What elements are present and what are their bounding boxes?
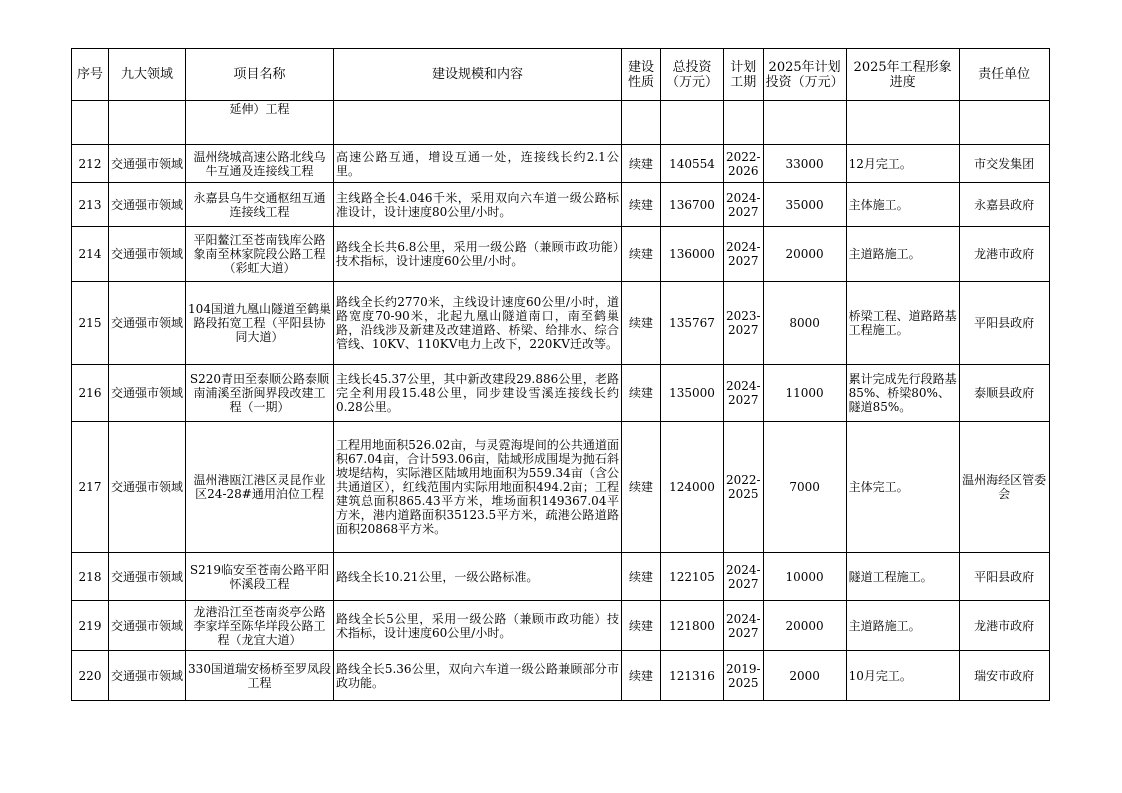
row-scope: 主线长45.37公里，其中新改建段29.886公里，老路完全利用段15.48公里，同步建设雪溪连接线长约0.28公里。 — [334, 365, 622, 422]
row-nature: 续建 — [622, 282, 661, 365]
row-period: 2024-2027 — [724, 553, 764, 601]
row-field: 交通强市领域 — [109, 553, 186, 601]
header-row — [72, 49, 1050, 101]
table-row — [72, 145, 1050, 183]
row-plan-2025: 7000 — [763, 422, 846, 553]
row-responsible-unit: 泰顺县政府 — [959, 365, 1049, 422]
row-nature: 续建 — [622, 601, 661, 651]
row-progress-2025: 桥梁工程、道路路基工程施工。 — [846, 282, 959, 365]
row-field: 交通强市领域 — [109, 365, 186, 422]
header-seq: 序号 — [72, 49, 109, 101]
table-row — [72, 227, 1050, 282]
row-period: 2019-2025 — [724, 651, 764, 701]
row-scope: 工程用地面积526.02亩，与灵霓海堤间的公共通道面积67.04亩，合计593.06亩，陆域形成围堤为抛石斜坡堤结构，实际港区陆域用地面积为559.34亩（含公共通道区），红线范围内实际用地面积494.2亩；工程建筑总面积865.43平方米，堆场面积149367.04平方米，港内道路面积35123.5平方米，疏港公路道路面积20868平方米。 — [334, 422, 622, 553]
row-project-name: S219临安至苍南公路平阳怀溪段工程 — [186, 553, 334, 601]
row-plan-2025: 20000 — [763, 227, 846, 282]
row-nature: 续建 — [622, 365, 661, 422]
row-responsible-unit: 龙港市政府 — [959, 601, 1049, 651]
row-total-investment: 140554 — [661, 145, 724, 183]
row-progress-2025: 10月完工。 — [846, 651, 959, 701]
row-scope: 路线全长约2770米，主线设计速度60公里/小时，道路宽度70-90米，北起九凰山隧道南口，南至鹤巢路，沿线涉及新建及改建道路、桥梁、给排水、综合管线、10KV、110KV电力上改下，220KV迁改等。 — [334, 282, 622, 365]
row-field: 交通强市领域 — [109, 651, 186, 701]
header-unit: 责任单位 — [959, 49, 1049, 101]
row-responsible-unit: 瑞安市政府 — [959, 651, 1049, 701]
table-row — [72, 282, 1050, 365]
row-nature: 续建 — [622, 145, 661, 183]
row-field: 交通强市领域 — [109, 282, 186, 365]
row-field: 交通强市领域 — [109, 601, 186, 651]
row-progress-2025: 12月完工。 — [846, 145, 959, 183]
row-progress-2025: 主道路施工。 — [846, 227, 959, 282]
row-nature: 续建 — [622, 651, 661, 701]
row-total-investment: 124000 — [661, 422, 724, 553]
header-period: 计划工期 — [724, 49, 764, 101]
row-total-investment: 135000 — [661, 365, 724, 422]
header-name: 项目名称 — [186, 49, 334, 101]
row-period: 2024-2027 — [724, 227, 764, 282]
row-seq: 216 — [72, 365, 109, 422]
continuation-name: 延伸）工程 — [186, 101, 334, 145]
table-row — [72, 601, 1050, 651]
row-period: 2023-2027 — [724, 282, 764, 365]
row-scope: 主线路全长4.046千米，采用双向六车道一级公路标准设计，设计速度80公里/小时。 — [334, 183, 622, 227]
row-seq: 214 — [72, 227, 109, 282]
row-field: 交通强市领域 — [109, 183, 186, 227]
row-nature: 续建 — [622, 183, 661, 227]
row-period: 2022-2025 — [724, 422, 764, 553]
row-total-investment: 136700 — [661, 183, 724, 227]
row-scope: 高速公路互通，增设互通一处，连接线长约2.1公里。 — [334, 145, 622, 183]
row-total-investment: 121800 — [661, 601, 724, 651]
header-total: 总投资（万元） — [661, 49, 724, 101]
row-project-name: 温州港瓯江港区灵昆作业区24-28#通用泊位工程 — [186, 422, 334, 553]
row-progress-2025: 隧道工程施工。 — [846, 553, 959, 601]
table-row — [72, 553, 1050, 601]
row-progress-2025: 主体完工。 — [846, 422, 959, 553]
row-responsible-unit: 平阳县政府 — [959, 282, 1049, 365]
row-field: 交通强市领域 — [109, 145, 186, 183]
row-period: 2024-2027 — [724, 601, 764, 651]
row-field: 交通强市领域 — [109, 422, 186, 553]
row-plan-2025: 20000 — [763, 601, 846, 651]
table-row — [72, 183, 1050, 227]
row-project-name: 永嘉县乌牛交通枢纽互通连接线工程 — [186, 183, 334, 227]
row-plan-2025: 8000 — [763, 282, 846, 365]
row-project-name: 平阳鳌江至苍南钱库公路象南至林家院段公路工程（彩虹大道） — [186, 227, 334, 282]
row-project-name: 104国道九凰山隧道至鹤巢路段拓宽工程（平阳县协同大道） — [186, 282, 334, 365]
row-period: 2022-2026 — [724, 145, 764, 183]
row-plan-2025: 11000 — [763, 365, 846, 422]
row-seq: 212 — [72, 145, 109, 183]
row-seq: 213 — [72, 183, 109, 227]
continuation-row — [72, 101, 1050, 145]
row-total-investment: 121316 — [661, 651, 724, 701]
header-scope: 建设规模和内容 — [334, 49, 622, 101]
row-project-name: 龙港沿江至苍南炎亭公路李家垟至陈华垟段公路工程（龙宜大道） — [186, 601, 334, 651]
row-total-investment: 135767 — [661, 282, 724, 365]
table-row — [72, 422, 1050, 553]
table-row — [72, 365, 1050, 422]
row-seq: 215 — [72, 282, 109, 365]
row-field: 交通强市领域 — [109, 227, 186, 282]
row-progress-2025: 累计完成先行段路基85%、桥梁80%、隧道85%。 — [846, 365, 959, 422]
row-plan-2025: 2000 — [763, 651, 846, 701]
row-seq: 219 — [72, 601, 109, 651]
row-progress-2025: 主体施工。 — [846, 183, 959, 227]
row-scope: 路线全长10.21公里，一级公路标准。 — [334, 553, 622, 601]
row-responsible-unit: 永嘉县政府 — [959, 183, 1049, 227]
header-plan-2025: 2025年计划投资（万元） — [763, 49, 846, 101]
table-row — [72, 651, 1050, 701]
project-table — [71, 48, 1050, 701]
row-period: 2024-2027 — [724, 365, 764, 422]
row-scope: 路线全长5公里，采用一级公路（兼顾市政功能）技术指标，设计速度60公里/小时。 — [334, 601, 622, 651]
row-seq: 218 — [72, 553, 109, 601]
row-total-investment: 122105 — [661, 553, 724, 601]
row-project-name: 温州绕城高速公路北线乌牛互通及连接线工程 — [186, 145, 334, 183]
row-progress-2025: 主道路施工。 — [846, 601, 959, 651]
row-seq: 217 — [72, 422, 109, 553]
row-period: 2024-2027 — [724, 183, 764, 227]
row-seq: 220 — [72, 651, 109, 701]
row-responsible-unit: 平阳县政府 — [959, 553, 1049, 601]
row-total-investment: 136000 — [661, 227, 724, 282]
row-project-name: 330国道瑞安杨桥至罗凤段工程 — [186, 651, 334, 701]
row-plan-2025: 35000 — [763, 183, 846, 227]
row-project-name: S220青田至泰顺公路泰顺南浦溪至浙闽界段改建工程（一期） — [186, 365, 334, 422]
row-nature: 续建 — [622, 553, 661, 601]
header-field: 九大领域 — [109, 49, 186, 101]
row-responsible-unit: 市交发集团 — [959, 145, 1049, 183]
row-responsible-unit: 温州海经区管委会 — [959, 422, 1049, 553]
header-nature: 建设性质 — [622, 49, 661, 101]
row-nature: 续建 — [622, 422, 661, 553]
row-responsible-unit: 龙港市政府 — [959, 227, 1049, 282]
header-progress-2025: 2025年工程形象进度 — [846, 49, 959, 101]
row-nature: 续建 — [622, 227, 661, 282]
row-scope: 路线全长5.36公里，双向六车道一级公路兼顾部分市政功能。 — [334, 651, 622, 701]
row-plan-2025: 33000 — [763, 145, 846, 183]
row-plan-2025: 10000 — [763, 553, 846, 601]
row-scope: 路线全长共6.8公里，采用一级公路（兼顾市政功能）技术指标，设计速度60公里/小时。 — [334, 227, 622, 282]
